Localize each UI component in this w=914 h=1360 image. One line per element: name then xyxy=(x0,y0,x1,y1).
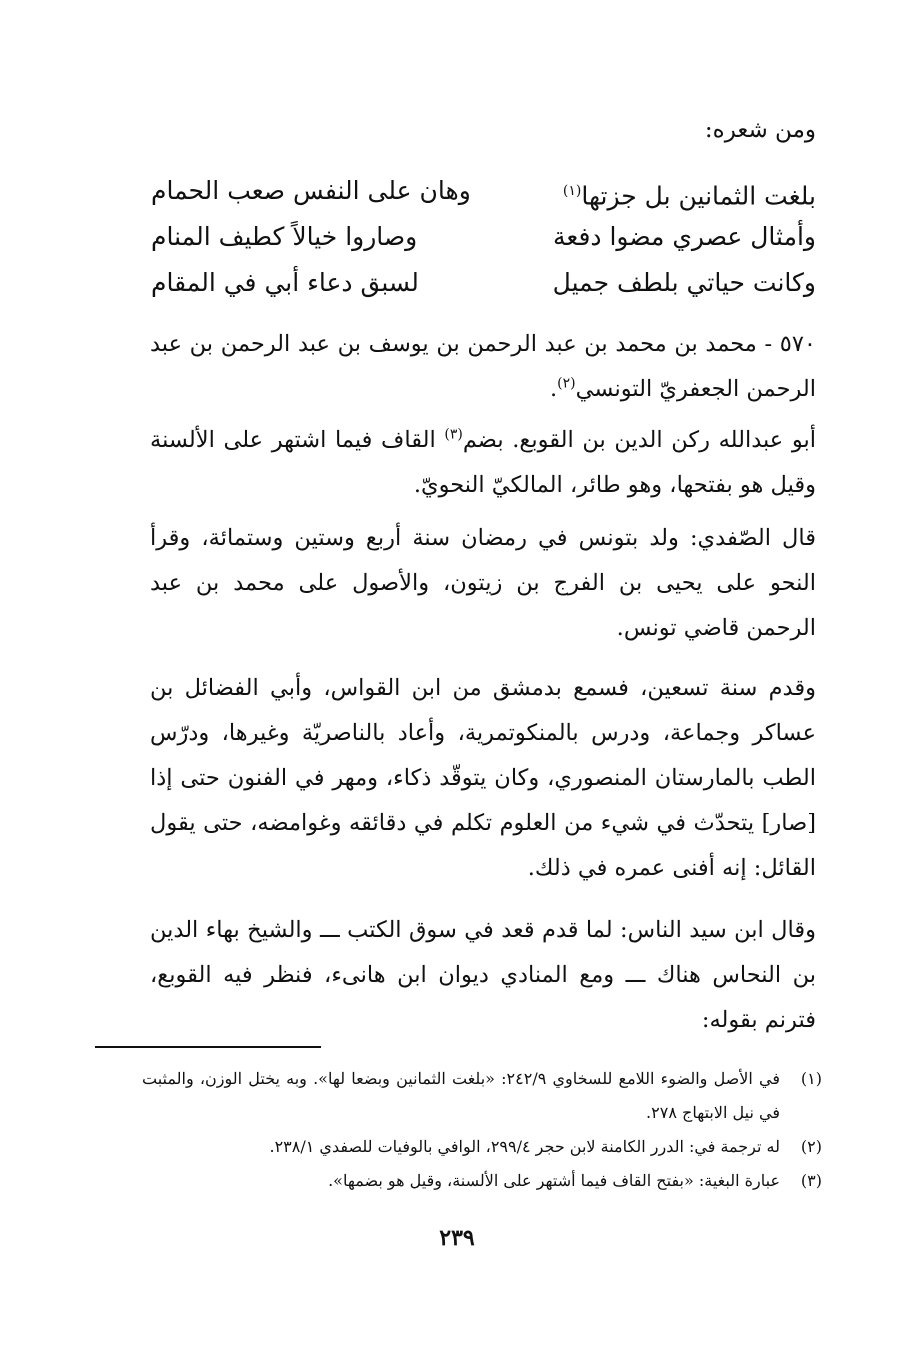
poem-verse xyxy=(151,216,816,262)
poem-verse xyxy=(151,262,816,308)
footnote-ref: (١) xyxy=(562,183,582,199)
entry-heading-end: . xyxy=(550,376,558,402)
paragraph-name xyxy=(150,418,816,508)
footnote-text: له ترجمة في: الدرر الكامنة لابن حجر ٢٩٩/٤، الوافي بالوفيات للصفدي ٢٣٨/١. xyxy=(269,1137,780,1156)
footnote-number: (٣) xyxy=(800,1171,822,1190)
paragraph-anecdote: وقال ابن سيد الناس: لما قدم قعد في سوق الكتب ـــ والشيخ بهاء الدين بن النحاس هناك ـــ ومع المنادي ديوان ابن هانىء، فنظر فيه القوبع، فترنم بقوله: xyxy=(150,917,816,1033)
footnote xyxy=(142,1062,822,1130)
footnote-text: في الأصل والضوء اللامع للسخاوي ٢٤٢/٩: «بلغت الثمانين وبضعا لها». وبه يختل الوزن، والمثبت في نيل الابتهاج ٢٧٨. xyxy=(142,1069,780,1122)
paragraph-career: وقدم سنة تسعين، فسمع بدمشق من ابن القواس، وأبي الفضائل بن عساكر وجماعة، ودرس بالمنكوتمرية، وأعاد بالناصريّة وغيرها، ودرّس الطب بالمارستان المنصوري، وكان يتوقّد ذكاء، ومهر في الفنون حتى إذا [صار] يتحدّث في شيء من العلوم تكلم في دقائقه وغوامضه، حتى يقول القائل: إنه أفنى عمره في ذلك. xyxy=(150,675,816,881)
footnote-number: (٢) xyxy=(800,1137,822,1156)
footnote-text: عبارة البغية: «بفتح القاف فيما أشتهر على الألسنة، وقيل هو بضمها». xyxy=(328,1171,780,1190)
footnote-separator xyxy=(95,1046,321,1048)
hemistich-text: بلغت الثمانين بل جزتها xyxy=(581,181,816,211)
poem-verse xyxy=(151,170,816,216)
verse-second-hemistich: لسبق دعاء أبي في المقام xyxy=(151,268,419,297)
entry-heading-text: ٥٧٠ - محمد بن محمد بن عبد الرحمن بن يوسف بن عبد الرحمن بن عبد الرحمن الجعفريّ التونسي xyxy=(150,331,816,402)
footnote xyxy=(142,1164,822,1198)
poem xyxy=(151,170,816,308)
biography-entry-heading xyxy=(150,322,816,412)
poem-intro: ومن شعره: xyxy=(704,117,816,143)
paragraph-birth: قال الصّفدي: ولد بتونس في رمضان سنة أربع وستين وستمائة، وقرأ النحو على يحيى بن الفرج بن زيتون، والأصول على محمد بن عبد الرحمن قاضي تونس. xyxy=(150,525,816,641)
verse-first-hemistich xyxy=(563,170,816,216)
paragraph-text: القاف فيما اشتهر على الألسنة وقيل هو بفتحها، وهو طائر، المالكيّ النحويّ. xyxy=(150,427,816,498)
verse-first-hemistich: وكانت حياتي بلطف جميل xyxy=(552,268,816,297)
verse-first-hemistich: وأمثال عصري مضوا دفعة xyxy=(552,222,816,251)
page-number: ٢٣٩ xyxy=(439,1225,475,1251)
footnote-number: (١) xyxy=(800,1069,822,1088)
footnote-ref: (٣) xyxy=(444,426,463,443)
footnotes xyxy=(142,1062,822,1198)
footnote xyxy=(142,1130,822,1164)
footnote-ref: (٢) xyxy=(557,375,576,392)
paragraph-text: أبو عبدالله ركن الدين بن القوبع. بضم xyxy=(462,427,816,453)
verse-second-hemistich: وهان على النفس صعب الحمام xyxy=(151,176,471,205)
verse-second-hemistich: وصاروا خيالاً كطيف المنام xyxy=(151,222,418,251)
